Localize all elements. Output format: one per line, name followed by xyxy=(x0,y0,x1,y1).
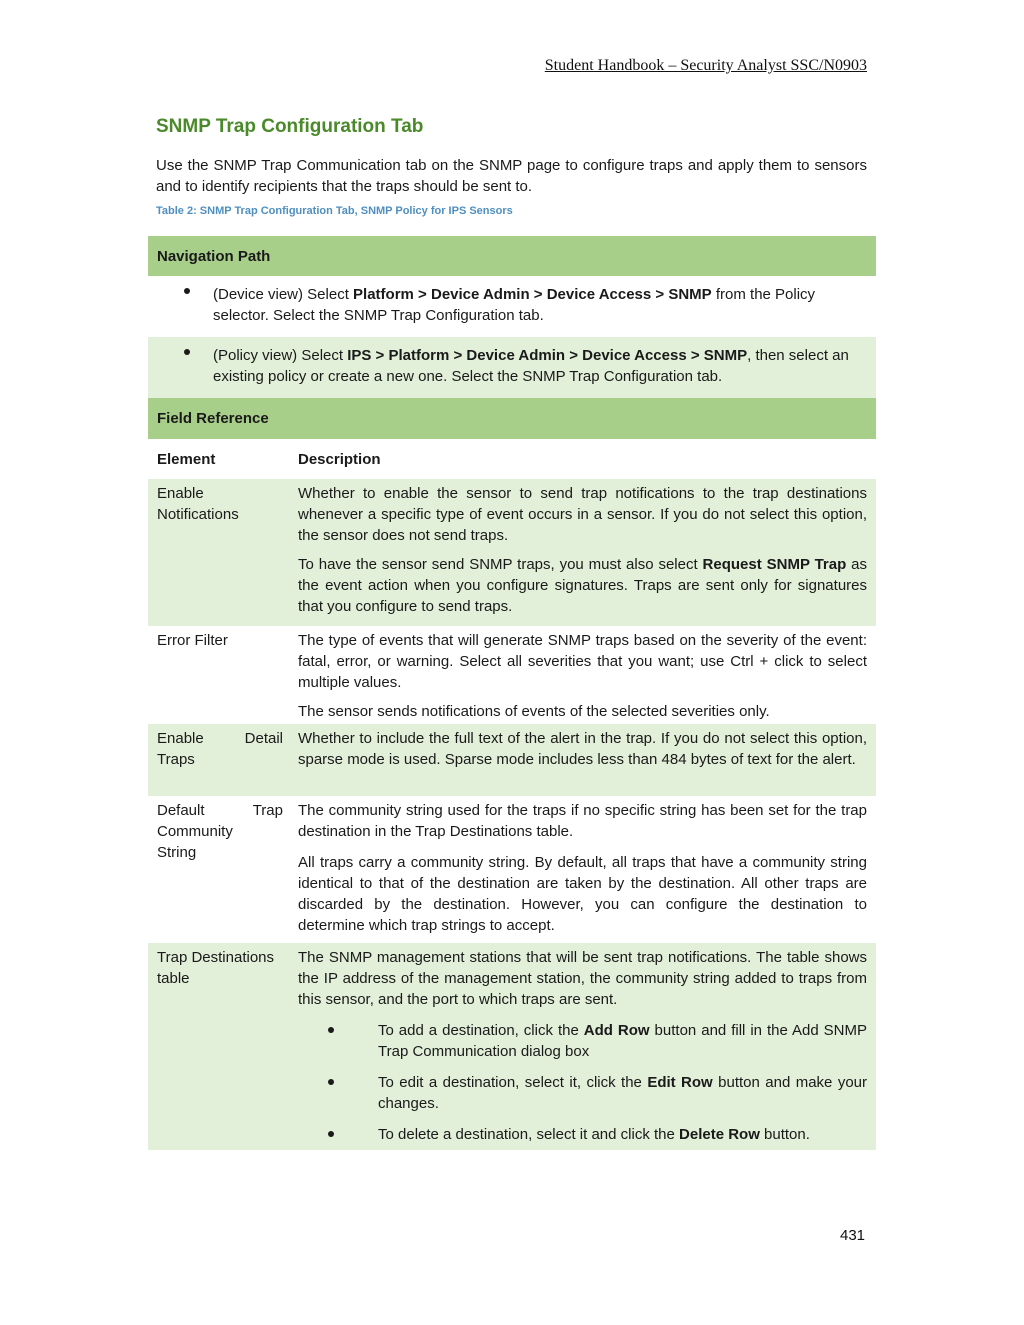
field-reference-label: Field Reference xyxy=(157,410,269,427)
element-cell xyxy=(148,724,289,796)
list-item-text: To add a destination, click the xyxy=(378,1022,584,1039)
description-paragraph: Whether to include the full text of the alert in the trap. If you do not select this option, sparse mode is used. Sparse mode includes less than 484 bytes of text for the alert. xyxy=(298,730,867,768)
nav-item-policy-view xyxy=(148,337,876,398)
list-item-text: To edit a destination, select it, click the xyxy=(378,1074,648,1091)
list-item-text: button and make your changes. xyxy=(378,1074,867,1112)
bullet-icon xyxy=(328,1131,334,1137)
element-line: Traps xyxy=(157,751,195,768)
nav-item-post: , then select an existing policy or create a new one. Select the SNMP Trap Configuration tab. xyxy=(213,347,849,385)
running-header: Student Handbook – Security Analyst SSC/N0903 xyxy=(544,57,867,74)
navigation-path-label: Navigation Path xyxy=(157,247,271,265)
element-cell: Enable Notifications xyxy=(157,485,239,523)
delete-row-label: Delete Row xyxy=(679,1126,760,1143)
list-item xyxy=(322,1020,867,1062)
navigation-path-header xyxy=(148,236,876,276)
description-paragraph: The SNMP management stations that will be sent trap notifications. The table shows the IP address of the management station, the community string added to traps from this sensor, and the port to which traps are sent. xyxy=(298,949,867,1008)
description-text: To have the sensor send SNMP traps, you must also select xyxy=(298,556,703,573)
element-cell: Trap Destinations table xyxy=(157,949,274,987)
element-word: Default xyxy=(157,802,205,819)
element-cell xyxy=(148,796,289,943)
element-word: Detail xyxy=(244,730,283,747)
element-word: Enable xyxy=(157,730,204,747)
table-row-enable-detail-traps xyxy=(148,724,876,796)
element-line xyxy=(157,728,283,749)
bullet-icon xyxy=(184,288,190,294)
table-row-error-filter xyxy=(148,626,876,724)
column-header-element: Element xyxy=(157,450,216,468)
description-text: as the event action when you configure signatures. Traps are sent only for signatures that you configure to send traps. xyxy=(298,556,867,615)
description-paragraph: The sensor sends notifications of events of the selected severities only. xyxy=(298,703,770,720)
table-row-default-trap-community-string xyxy=(148,796,876,943)
bullet-icon xyxy=(328,1079,334,1085)
description-paragraph xyxy=(298,554,867,617)
column-header-row xyxy=(148,439,876,479)
element-word: Trap xyxy=(252,802,283,819)
table-row-trap-destinations xyxy=(148,943,876,1150)
table-caption: Table 2: SNMP Trap Configuration Tab, SNMP Policy for IPS Sensors xyxy=(156,205,513,217)
element-cell: Error Filter xyxy=(157,632,228,649)
list-item-text: button. xyxy=(759,1126,810,1143)
description-cell xyxy=(289,724,867,796)
description-paragraph: All traps carry a community string. By default, all traps that have a community string identical to that of the destination are taken by the destination. All other traps are discarded by the destination. However, you can configure the destination to determine which trap strings to accept. xyxy=(298,854,867,934)
element-line: String xyxy=(157,844,197,861)
table-row-enable-notifications xyxy=(148,479,876,626)
list-item xyxy=(322,1124,867,1145)
element-line: Community xyxy=(157,823,233,840)
list-item-text: button and fill in the Add SNMP Trap Communication dialog box xyxy=(378,1022,867,1060)
field-reference-header xyxy=(148,398,876,439)
add-row-label: Add Row xyxy=(583,1022,650,1039)
description-cell xyxy=(289,943,867,1150)
description-cell xyxy=(289,479,867,626)
description-paragraph: The type of events that will generate SNMP traps based on the severity of the event: fatal, error, or warning. Select all severities that you want; use Ctrl + click to select multiple values. xyxy=(298,632,867,691)
edit-row-label: Edit Row xyxy=(647,1074,713,1091)
description-cell xyxy=(289,796,867,943)
column-header-description: Description xyxy=(298,450,381,468)
description-emphasis: Request SNMP Trap xyxy=(702,556,847,573)
nav-item-pre: (Policy view) Select xyxy=(213,347,348,364)
list-item-text: To delete a destination, select it and click the xyxy=(378,1126,680,1143)
snmp-trap-table xyxy=(148,236,876,1150)
nav-item-device-view xyxy=(148,276,876,337)
intro-paragraph: Use the SNMP Trap Communication tab on the SNMP page to configure traps and apply them to sensors and to identify recipients that the traps should be sent to. xyxy=(156,157,867,195)
nav-item-path: IPS > Platform > Device Admin > Device Access > SNMP xyxy=(347,347,748,364)
page-number: 431 xyxy=(840,1227,866,1244)
list-item xyxy=(322,1072,867,1114)
nav-item-pre: (Device view) Select xyxy=(213,286,354,303)
description-paragraph: The community string used for the traps if no specific string has been set for the trap destination in the Trap Destinations table. xyxy=(298,802,867,840)
description-paragraph: Whether to enable the sensor to send trap notifications to the trap destinations whenever a specific type of event occurs in a sensor. If you do not select this option, the sensor does not send traps. xyxy=(298,485,867,544)
description-cell xyxy=(289,626,867,724)
nav-item-path: Platform > Device Admin > Device Access > SNMP xyxy=(353,286,712,303)
bullet-icon xyxy=(328,1027,334,1033)
nav-item-post: from the Policy selector. Select the SNMP Trap Configuration tab. xyxy=(213,286,816,324)
element-line xyxy=(157,800,283,821)
bullet-icon xyxy=(184,349,190,355)
section-title: SNMP Trap Configuration Tab xyxy=(156,116,424,137)
